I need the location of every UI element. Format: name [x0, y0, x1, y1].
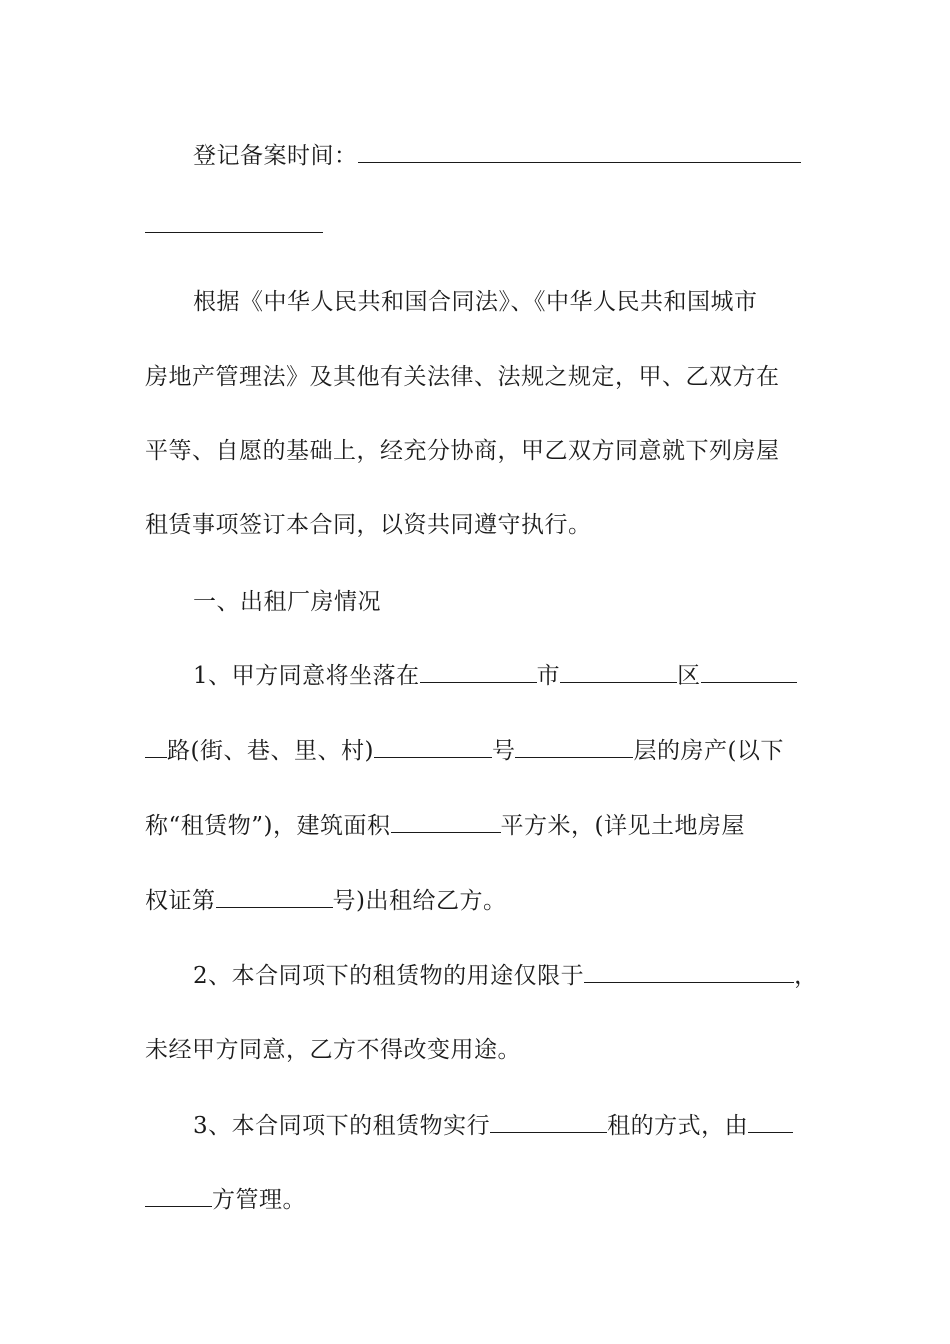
preamble-line-4: 租赁事项签订本合同，以资共同遵守执行。 [145, 512, 592, 538]
district-blank [560, 660, 677, 683]
floor-label: 层的房产(以下 [633, 738, 784, 764]
manager-blank [748, 1110, 793, 1133]
preamble-line-1: 根据《中华人民共和国合同法》、《中华人民共和国城市 [193, 289, 758, 315]
clause-3-mid: 租的方式，由 [607, 1113, 749, 1139]
area-blank [391, 810, 501, 833]
floor-blank [515, 735, 633, 758]
road-blank [701, 660, 797, 683]
section-1-title: 一、出租厂房情况 [193, 589, 381, 615]
certificate-blank [216, 885, 333, 908]
clause-2-line-2: 未经甲方同意，乙方不得改变用途。 [145, 1037, 521, 1063]
usage-blank [584, 960, 794, 983]
clause-2-line-1 [193, 960, 818, 991]
registration-line [193, 140, 810, 171]
registration-line-continued [145, 210, 810, 241]
number-label: 号 [491, 738, 516, 764]
preamble-line-3: 平等、自愿的基础上，经充分协商，甲乙双方同意就下列房屋 [145, 438, 780, 464]
district-label: 区 [677, 663, 701, 689]
clause-2-comma: ， [794, 963, 818, 989]
area-unit: 平方米，(详见土地房屋 [500, 813, 745, 839]
lease-type-blank [490, 1110, 607, 1133]
road-label: 路(街、巷、里、村) [167, 738, 374, 764]
manager-blank-continued [145, 1184, 212, 1207]
registration-date-blank [358, 140, 801, 163]
city-label: 市 [536, 663, 561, 689]
clause-1-line-2 [145, 735, 810, 766]
registration-label: 登记备案时间： [193, 143, 358, 169]
city-blank [420, 660, 537, 683]
clause-3-line-1 [193, 1110, 810, 1141]
clause-1-line-4 [145, 885, 810, 916]
road-blank-continued [145, 735, 167, 758]
certificate-tail: 号)出租给乙方。 [332, 888, 507, 914]
certificate-lead: 权证第 [145, 888, 216, 914]
registration-date-blank-continued [145, 210, 323, 233]
preamble-line-2: 房地产管理法》及其他有关法律、法规之规定，甲、乙双方在 [145, 364, 780, 390]
clause-3-tail: 方管理。 [212, 1187, 306, 1213]
clause-3-line-2 [145, 1184, 810, 1215]
clause-3-lead: 3、本合同项下的租赁物实行 [193, 1113, 491, 1139]
number-blank [374, 735, 492, 758]
clause-1-lead: 1、甲方同意将坐落在 [193, 663, 420, 689]
area-lead: 称“租赁物”)，建筑面积 [145, 813, 391, 839]
clause-1-line-1 [193, 660, 810, 691]
clause-2-lead: 2、本合同项下的租赁物的用途仅限于 [193, 963, 585, 989]
clause-1-line-3 [145, 810, 810, 841]
